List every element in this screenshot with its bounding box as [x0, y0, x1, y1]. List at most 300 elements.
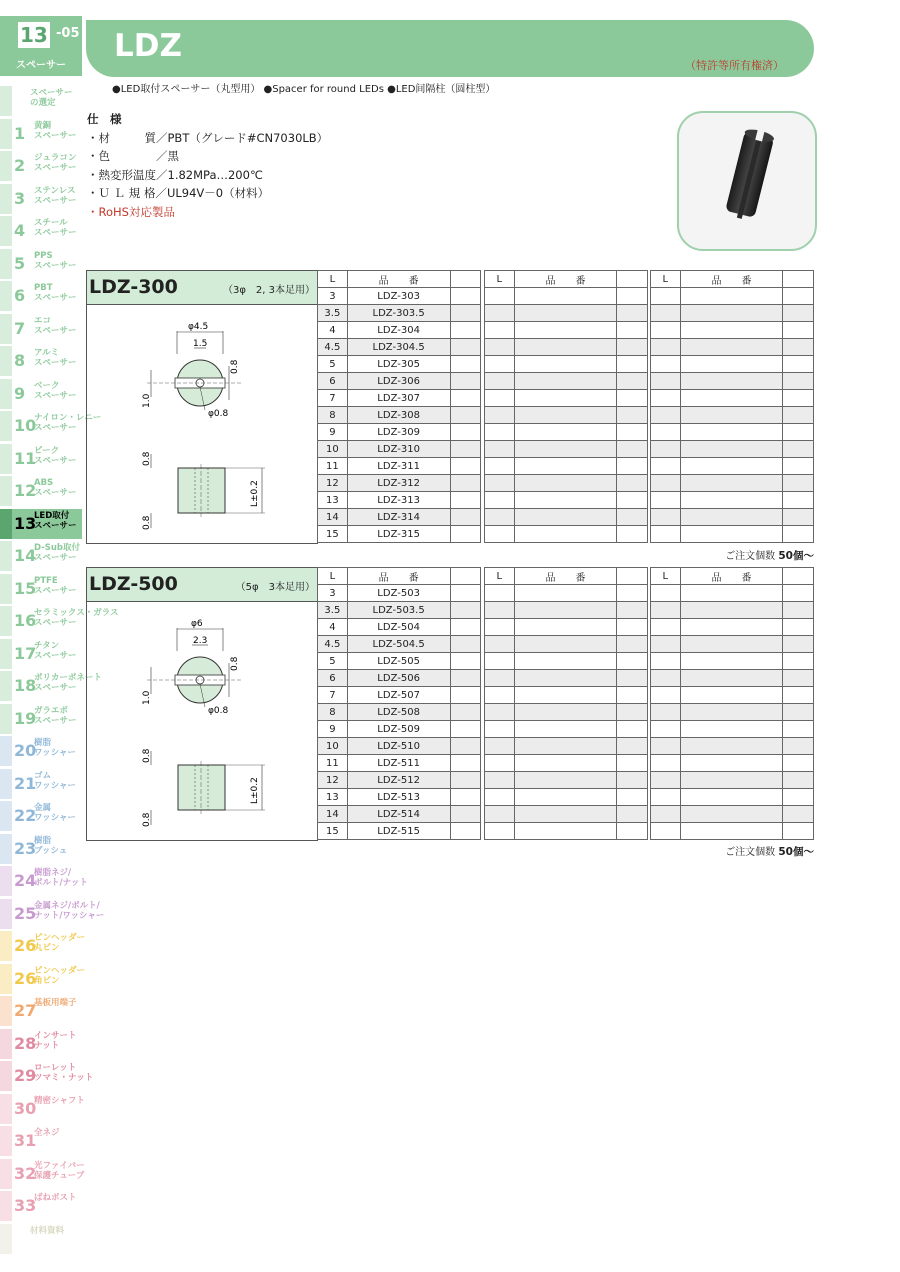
- sidebar-item[interactable]: [0, 119, 82, 149]
- table-row: [318, 509, 481, 526]
- sidebar-item-number: 30: [14, 1098, 37, 1118]
- part-table-2: [484, 270, 648, 543]
- col-l-header: L: [318, 568, 348, 585]
- col-extra-header: [617, 271, 648, 288]
- sidebar-item[interactable]: [0, 151, 82, 181]
- cell-part-number: [514, 806, 617, 823]
- cell-part-number: LDZ-511: [347, 755, 450, 772]
- sidebar-item[interactable]: [0, 476, 82, 506]
- sidebar-tab: [0, 801, 12, 831]
- cell-part-number: [514, 755, 617, 772]
- page-subnumber: -05: [56, 26, 80, 41]
- cell-extra: [450, 305, 481, 322]
- cell-length: [651, 458, 681, 475]
- sidebar-item-number: 17: [14, 643, 37, 663]
- cell-extra: [783, 602, 814, 619]
- cell-part-number: [680, 721, 783, 738]
- cell-length: [485, 619, 515, 636]
- sidebar-item-number: 12: [14, 481, 37, 500]
- cell-length: [651, 373, 681, 390]
- cell-length: [651, 755, 681, 772]
- dim-diameter: φ6: [191, 619, 203, 629]
- col-l-header: L: [651, 568, 681, 585]
- cell-length: 15: [318, 526, 348, 543]
- cell-length: [485, 509, 515, 526]
- col-extra-header: [783, 271, 814, 288]
- cell-length: [651, 789, 681, 806]
- sidebar-item[interactable]: [0, 704, 82, 734]
- cell-extra: [617, 585, 648, 602]
- cell-part-number: LDZ-304.5: [347, 339, 450, 356]
- sidebar-tab: [0, 379, 12, 409]
- cell-part-number: [680, 509, 783, 526]
- cell-length: [651, 509, 681, 526]
- table-row: [485, 407, 648, 424]
- table-row: [318, 339, 481, 356]
- sidebar-item-label: ABS スペーサー: [34, 478, 77, 498]
- cell-part-number: LDZ-505: [347, 653, 450, 670]
- cell-length: 12: [318, 772, 348, 789]
- cell-part-number: [514, 288, 617, 305]
- dim-width: 1.5: [193, 339, 208, 349]
- table-row: [318, 492, 481, 509]
- cell-part-number: [514, 322, 617, 339]
- cell-extra: [617, 619, 648, 636]
- section-name: LDZ-300: [89, 276, 178, 298]
- table-row: [318, 475, 481, 492]
- cell-length: [485, 526, 515, 543]
- sidebar-item[interactable]: [0, 411, 102, 441]
- cell-extra: [783, 424, 814, 441]
- cell-length: [651, 305, 681, 322]
- cell-length: [485, 322, 515, 339]
- cell-part-number: LDZ-314: [347, 509, 450, 526]
- table-header-row: [485, 271, 648, 288]
- cell-length: 6: [318, 670, 348, 687]
- sidebar-tab: [0, 249, 12, 279]
- sidebar-tab: [0, 639, 12, 669]
- col-part-header: 品 番: [347, 271, 450, 288]
- cell-extra: [617, 755, 648, 772]
- table-header-row: [651, 568, 814, 585]
- table-row: [485, 602, 648, 619]
- cell-extra: [783, 721, 814, 738]
- table-header-row: [318, 568, 481, 585]
- cell-part-number: [680, 407, 783, 424]
- sidebar-item[interactable]: [0, 1061, 94, 1091]
- cell-extra: [450, 585, 481, 602]
- part-table-1: [317, 270, 481, 543]
- cell-length: 10: [318, 738, 348, 755]
- table-row: [485, 704, 648, 721]
- sidebar-item-label: 樹脂 ワッシャー: [34, 738, 76, 758]
- cell-length: 4.5: [318, 339, 348, 356]
- table-row: [651, 704, 814, 721]
- product-section-ldz-300: [86, 270, 816, 560]
- sidebar-item-label: 全ネジ: [34, 1128, 60, 1138]
- cell-length: [651, 687, 681, 704]
- cell-length: [485, 288, 515, 305]
- cell-part-number: [514, 458, 617, 475]
- sidebar-item-label: PBT スペーサー: [34, 283, 77, 303]
- sidebar-item-number: 16: [14, 611, 37, 630]
- sidebar-item[interactable]: [0, 964, 86, 994]
- table-row: [485, 526, 648, 543]
- sidebar-item-number: 7: [14, 318, 26, 338]
- sidebar-item-number: 31: [14, 1131, 37, 1150]
- sidebar-item[interactable]: [0, 379, 82, 409]
- cell-length: 4: [318, 619, 348, 636]
- sidebar-item[interactable]: [0, 769, 82, 799]
- cell-length: [485, 823, 515, 840]
- sidebar-item[interactable]: [0, 346, 82, 376]
- cell-part-number: [680, 755, 783, 772]
- dim-diameter: φ4.5: [188, 322, 209, 332]
- table-row: [318, 373, 481, 390]
- col-extra-header: [450, 271, 481, 288]
- sidebar-item[interactable]: [0, 899, 105, 929]
- sidebar-item-number: 5: [14, 253, 26, 273]
- cell-extra: [617, 738, 648, 755]
- sidebar-item-number: 10: [14, 416, 37, 435]
- table-row: [318, 288, 481, 305]
- cell-part-number: [514, 526, 617, 543]
- sidebar-item[interactable]: [0, 996, 82, 1026]
- sidebar-item[interactable]: [0, 1159, 85, 1189]
- table-row: [318, 687, 481, 704]
- cell-length: 3.5: [318, 305, 348, 322]
- sidebar-item-number: 26: [14, 936, 37, 955]
- sidebar-item-label: ピンヘッダー 角ピン: [34, 965, 86, 986]
- cell-part-number: [514, 602, 617, 619]
- cell-extra: [783, 789, 814, 806]
- cell-length: [485, 339, 515, 356]
- cell-part-number: [680, 441, 783, 458]
- sidebar-item-label: 基板用端子: [34, 998, 77, 1008]
- sidebar-tab: [0, 671, 12, 701]
- table-row: [485, 636, 648, 653]
- cell-extra: [450, 704, 481, 721]
- cell-extra: [617, 407, 648, 424]
- table-row: [318, 721, 481, 738]
- sidebar-item-number: 29: [14, 1066, 37, 1085]
- cell-part-number: [680, 492, 783, 509]
- cell-part-number: LDZ-504: [347, 619, 450, 636]
- cell-part-number: [680, 738, 783, 755]
- table-row: [651, 458, 814, 475]
- sidebar-item-number: 21: [14, 773, 37, 793]
- cell-part-number: LDZ-309: [347, 424, 450, 441]
- sidebar-item[interactable]: [0, 736, 82, 766]
- table-row: [651, 687, 814, 704]
- sidebar-item[interactable]: [0, 216, 82, 246]
- sidebar-item-number: 4: [14, 221, 26, 240]
- cell-length: 11: [318, 755, 348, 772]
- cell-length: [651, 288, 681, 305]
- cell-part-number: LDZ-507: [347, 687, 450, 704]
- cell-part-number: [680, 789, 783, 806]
- sidebar-item[interactable]: [0, 931, 86, 961]
- cell-extra: [450, 390, 481, 407]
- sidebar-item[interactable]: [0, 86, 82, 116]
- cell-length: [651, 407, 681, 424]
- cell-part-number: LDZ-315: [347, 526, 450, 543]
- section-note: （3φ 2, 3本足用）: [222, 285, 315, 296]
- table-row: [651, 755, 814, 772]
- cell-part-number: LDZ-305: [347, 356, 450, 373]
- table-row: [318, 356, 481, 373]
- dim-bottom: 0.8: [142, 515, 152, 530]
- cell-extra: [617, 636, 648, 653]
- sidebar-item-label: 金属ネジ/ボルト/ ナット/ワッシャー: [34, 900, 105, 921]
- sidebar-item-label: ピーク スペーサー: [34, 445, 77, 466]
- sidebar-item-label: ベーク スペーサー: [34, 380, 77, 401]
- cell-length: [485, 789, 515, 806]
- table-row: [485, 653, 648, 670]
- cell-part-number: [680, 670, 783, 687]
- dim-length: L±0.2: [250, 777, 260, 804]
- table-row: [651, 492, 814, 509]
- cell-length: 14: [318, 509, 348, 526]
- cell-length: 13: [318, 789, 348, 806]
- cell-extra: [617, 509, 648, 526]
- table-row: [485, 424, 648, 441]
- sidebar-item[interactable]: [0, 574, 82, 604]
- table-row: [651, 772, 814, 789]
- sidebar-tab: [0, 866, 12, 896]
- sidebar-item[interactable]: [0, 1191, 82, 1221]
- table-row: [318, 755, 481, 772]
- dimension-drawing: [86, 304, 318, 544]
- cell-part-number: [680, 390, 783, 407]
- cell-length: [485, 687, 515, 704]
- table-row: [318, 305, 481, 322]
- cell-length: [485, 755, 515, 772]
- cell-extra: [783, 458, 814, 475]
- cell-extra: [783, 823, 814, 840]
- cell-extra: [450, 458, 481, 475]
- sidebar-item-label: 材料資料: [30, 1225, 65, 1236]
- table-row: [651, 373, 814, 390]
- cell-extra: [450, 687, 481, 704]
- table-row: [651, 441, 814, 458]
- table-row: [651, 407, 814, 424]
- cell-length: [651, 806, 681, 823]
- table-row: [485, 390, 648, 407]
- part-table-1: [317, 567, 481, 840]
- sidebar-item-number: 22: [14, 806, 37, 825]
- cell-part-number: LDZ-313: [347, 492, 450, 509]
- cell-extra: [783, 509, 814, 526]
- sidebar-item[interactable]: [0, 1126, 82, 1156]
- table-row: [485, 772, 648, 789]
- sidebar-tab: [0, 899, 12, 929]
- cell-length: 10: [318, 441, 348, 458]
- cell-extra: [617, 526, 648, 543]
- cell-part-number: [514, 585, 617, 602]
- col-part-header: 品 番: [680, 271, 783, 288]
- cell-extra: [617, 704, 648, 721]
- table-row: [485, 288, 648, 305]
- table-row: [651, 356, 814, 373]
- cell-part-number: [514, 424, 617, 441]
- cell-part-number: [514, 373, 617, 390]
- cell-part-number: [514, 509, 617, 526]
- sidebar-tab: [0, 1094, 12, 1124]
- sidebar-item[interactable]: [0, 1029, 82, 1059]
- cell-extra: [783, 305, 814, 322]
- table-row: [485, 585, 648, 602]
- cell-part-number: [514, 687, 617, 704]
- cell-extra: [783, 755, 814, 772]
- cell-length: 7: [318, 687, 348, 704]
- table-row: [318, 653, 481, 670]
- cell-extra: [450, 721, 481, 738]
- sidebar-item[interactable]: [0, 1094, 85, 1124]
- sidebar-item[interactable]: [0, 281, 82, 311]
- cell-part-number: [514, 619, 617, 636]
- cell-length: [651, 526, 681, 543]
- cell-part-number: LDZ-310: [347, 441, 450, 458]
- sidebar-item[interactable]: [0, 249, 82, 279]
- cell-part-number: LDZ-303.5: [347, 305, 450, 322]
- cell-length: [485, 305, 515, 322]
- cell-part-number: [514, 704, 617, 721]
- cell-length: [651, 670, 681, 687]
- sidebar-tab: [0, 151, 12, 181]
- cell-extra: [450, 619, 481, 636]
- dim-side: 1.0: [142, 393, 152, 408]
- cell-length: 4.5: [318, 636, 348, 653]
- table-row: [651, 602, 814, 619]
- cell-length: [485, 721, 515, 738]
- cell-part-number: [680, 602, 783, 619]
- sidebar-item-label: PPS スペーサー: [34, 250, 77, 271]
- cell-extra: [783, 738, 814, 755]
- sidebar-item-number: 27: [14, 1001, 37, 1020]
- table-row: [318, 441, 481, 458]
- sidebar-tab: [0, 281, 12, 311]
- sidebar-tab: [0, 1191, 12, 1221]
- sidebar-item[interactable]: [0, 834, 82, 864]
- sidebar-item[interactable]: [0, 444, 82, 474]
- sidebar-item[interactable]: [0, 801, 82, 831]
- table-row: [485, 458, 648, 475]
- cell-length: [651, 772, 681, 789]
- sidebar-tab: [0, 769, 12, 799]
- sidebar-item-label: ばねポスト: [34, 1193, 77, 1203]
- col-part-header: 品 番: [514, 271, 617, 288]
- sidebar-tab: [0, 216, 12, 246]
- cell-part-number: LDZ-308: [347, 407, 450, 424]
- cell-part-number: [680, 288, 783, 305]
- cell-part-number: [514, 492, 617, 509]
- sidebar-item-number: 23: [14, 838, 37, 858]
- part-table-3: [650, 270, 814, 543]
- table-row: [651, 806, 814, 823]
- cell-extra: [783, 339, 814, 356]
- sidebar-item[interactable]: [0, 866, 88, 896]
- cell-length: 8: [318, 407, 348, 424]
- sidebar-item-number: 33: [14, 1196, 37, 1215]
- cell-part-number: LDZ-513: [347, 789, 450, 806]
- cell-length: [485, 424, 515, 441]
- patent-note: （特許等所有権済）: [685, 59, 784, 72]
- dim-bottom: 0.8: [142, 812, 152, 827]
- table-header-row: [318, 271, 481, 288]
- sidebar-item[interactable]: [0, 509, 82, 539]
- sidebar-item[interactable]: [0, 606, 119, 636]
- sidebar-item-label: ローレット ツマミ・ナット: [34, 1063, 94, 1083]
- sidebar-item[interactable]: [0, 671, 102, 701]
- cell-extra: [450, 288, 481, 305]
- cell-part-number: [680, 339, 783, 356]
- sidebar-item-number: 18: [14, 676, 37, 695]
- table-row: [485, 687, 648, 704]
- cell-part-number: [514, 356, 617, 373]
- cell-extra: [783, 492, 814, 509]
- sidebar-item[interactable]: [0, 184, 82, 214]
- sidebar-item-number: 15: [14, 578, 37, 598]
- cell-length: [651, 475, 681, 492]
- table-row: [318, 670, 481, 687]
- table-row: [485, 823, 648, 840]
- table-row: [318, 407, 481, 424]
- cell-length: [651, 721, 681, 738]
- cell-length: [485, 806, 515, 823]
- cell-extra: [783, 704, 814, 721]
- table-header-row: [485, 568, 648, 585]
- table-row: [651, 721, 814, 738]
- table-row: [485, 509, 648, 526]
- sidebar-tab: [0, 444, 12, 474]
- cell-extra: [450, 823, 481, 840]
- sidebar-item[interactable]: [0, 541, 82, 571]
- table-row: [318, 526, 481, 543]
- cell-part-number: [680, 704, 783, 721]
- table-row: [485, 339, 648, 356]
- sidebar-item[interactable]: [0, 1224, 82, 1254]
- cell-length: [651, 619, 681, 636]
- cell-extra: [450, 373, 481, 390]
- cell-extra: [617, 670, 648, 687]
- sidebar-item-label: アルミ スペーサー: [34, 348, 77, 368]
- cell-length: [651, 356, 681, 373]
- cell-length: 7: [318, 390, 348, 407]
- cell-extra: [450, 738, 481, 755]
- cell-extra: [617, 602, 648, 619]
- sidebar-tab: [0, 86, 12, 116]
- sidebar-item-number: 1: [14, 123, 26, 143]
- sidebar-tab: [0, 931, 12, 961]
- section-header: [86, 270, 318, 305]
- cell-extra: [783, 475, 814, 492]
- table-row: [651, 526, 814, 543]
- cell-extra: [783, 288, 814, 305]
- sidebar-item[interactable]: [0, 639, 82, 669]
- sidebar-item[interactable]: [0, 314, 82, 344]
- page-number: 13: [20, 23, 48, 47]
- table-row: [318, 424, 481, 441]
- cell-extra: [617, 492, 648, 509]
- sidebar-item-number: 14: [14, 546, 37, 565]
- table-row: [651, 288, 814, 305]
- cell-part-number: [514, 738, 617, 755]
- cell-extra: [783, 806, 814, 823]
- cell-length: [485, 653, 515, 670]
- product-subtitle: ●LED取付スペーサー（丸型用） ●Spacer for round LEDs ●LED间隔柱（圆柱型）: [112, 84, 496, 95]
- sidebar-item-label: スペーサー の選定: [30, 88, 73, 108]
